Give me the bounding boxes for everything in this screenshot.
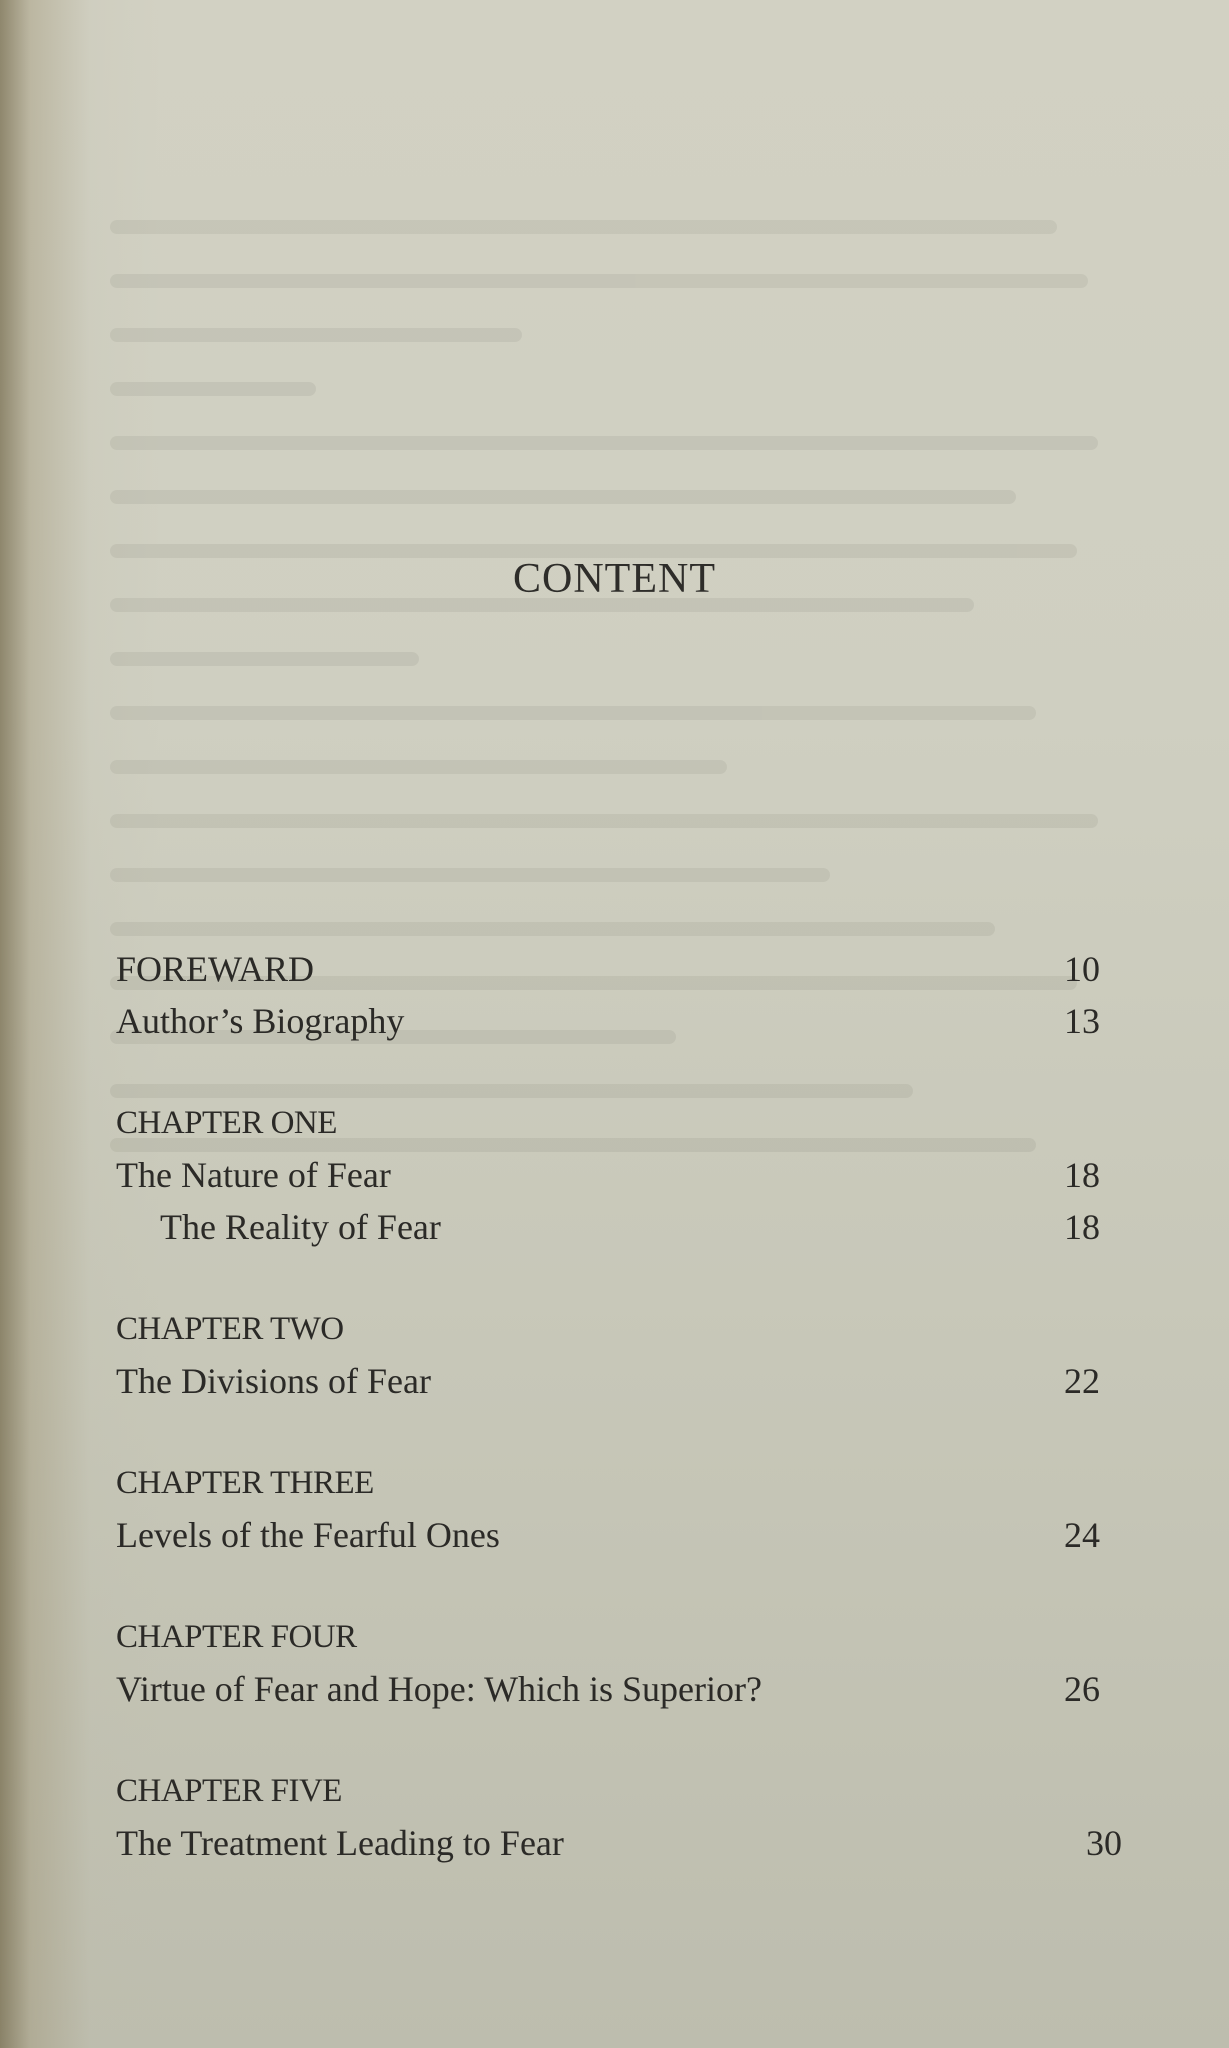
- toc-entry-biography: [116, 995, 1106, 1047]
- toc-page-number: 18: [1064, 1155, 1100, 1195]
- toc-page-number: 22: [1064, 1361, 1100, 1401]
- toc-entry-levels-of-fearful: [116, 1509, 1106, 1561]
- toc-subentry-reality-of-fear: [116, 1201, 1106, 1253]
- page-title: CONTENT: [513, 556, 716, 602]
- toc-page-number: 10: [1064, 949, 1100, 989]
- toc-entry-foreword: [116, 943, 1106, 995]
- table-of-contents: [116, 943, 1122, 1869]
- toc-page-number: 13: [1064, 1001, 1100, 1041]
- toc-entry-label: FOREWARD: [116, 949, 315, 989]
- toc-entry-label: Levels of the Fearful Ones: [116, 1515, 500, 1555]
- toc-page-number: 26: [1064, 1669, 1100, 1709]
- toc-entry-treatment-leading-to-fear: [116, 1817, 1122, 1869]
- chapter-heading-label: CHAPTER THREE: [116, 1465, 374, 1501]
- chapter-heading-five: [116, 1765, 1106, 1817]
- toc-entry-label: Author’s Biography: [116, 1001, 405, 1041]
- toc-entry-label: The Nature of Fear: [116, 1155, 391, 1195]
- chapter-heading-two: [116, 1303, 1106, 1355]
- chapter-heading-label: CHAPTER ONE: [116, 1105, 337, 1141]
- toc-entry-label: The Reality of Fear: [160, 1207, 441, 1247]
- toc-entry-label: The Treatment Leading to Fear: [116, 1823, 564, 1863]
- toc-entry-virtue-fear-hope: [116, 1663, 1106, 1715]
- toc-page-number: 24: [1064, 1515, 1100, 1555]
- chapter-heading-label: CHAPTER FIVE: [116, 1773, 342, 1809]
- chapter-heading-four: [116, 1611, 1106, 1663]
- toc-entry-label: The Divisions of Fear: [116, 1361, 431, 1401]
- chapter-heading-three: [116, 1457, 1106, 1509]
- toc-page-number: 30: [1086, 1823, 1122, 1863]
- toc-page-number: 18: [1064, 1207, 1100, 1247]
- toc-entry-nature-of-fear: [116, 1149, 1106, 1201]
- chapter-heading-label: CHAPTER TWO: [116, 1311, 344, 1347]
- toc-entry-divisions-of-fear: [116, 1355, 1106, 1407]
- chapter-heading-label: CHAPTER FOUR: [116, 1619, 357, 1655]
- chapter-heading-one: [116, 1097, 1106, 1149]
- toc-entry-label: Virtue of Fear and Hope: Which is Superior?: [116, 1669, 762, 1709]
